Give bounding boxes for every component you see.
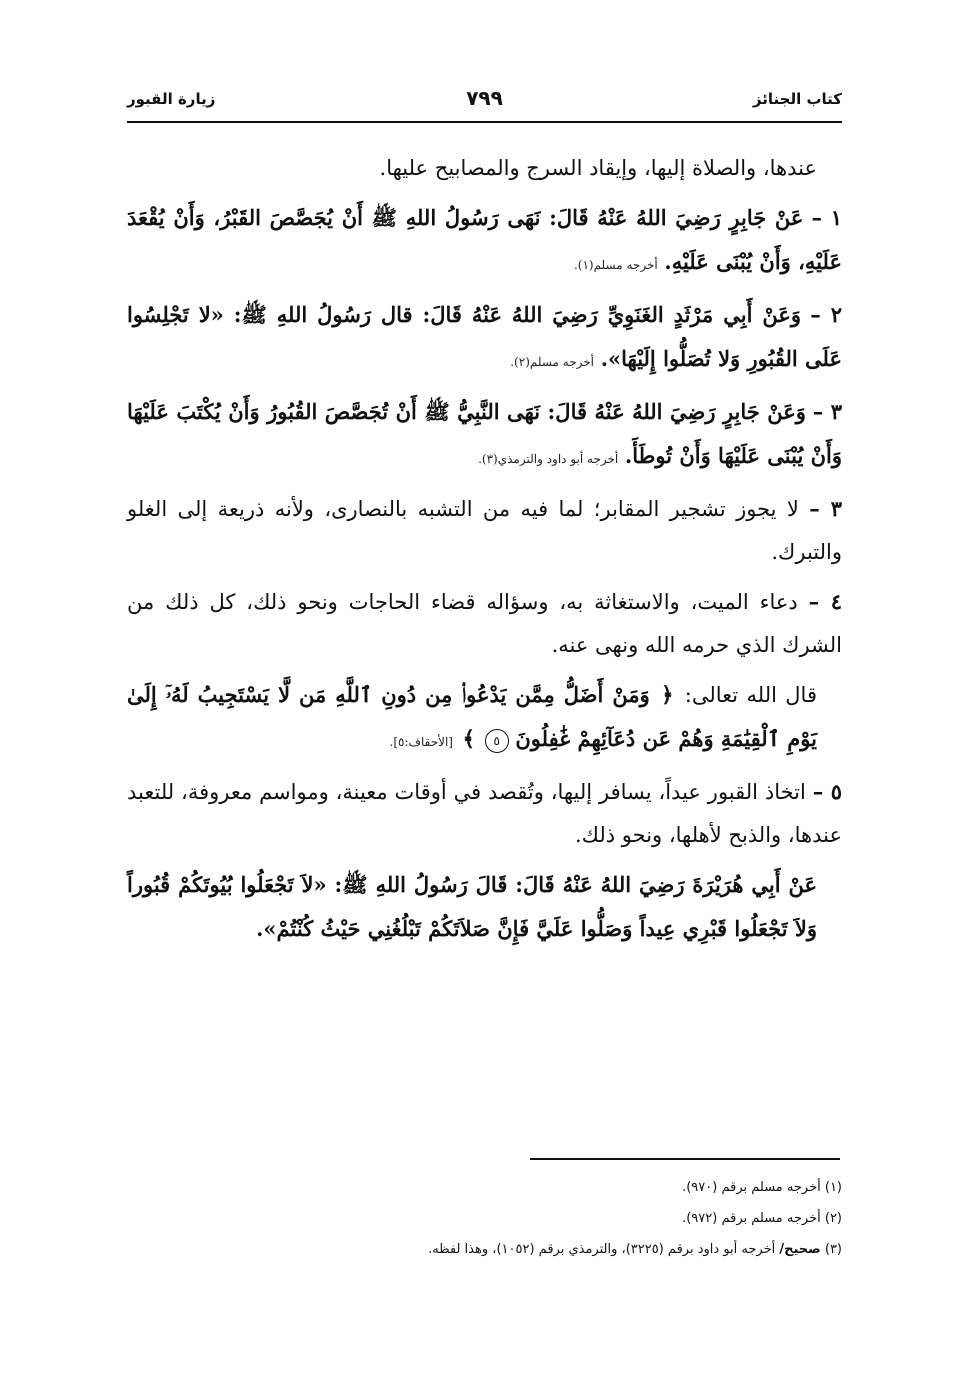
footnote-3-text: أخرجه أبو داود برقم (٣٢٢٥)، والترمذي برقم (١٠٥٢)، وهذا لفظه. (428, 1242, 776, 1257)
footnote-3-number: (٣) (824, 1242, 842, 1257)
hadith-1-source: أخرجه مسلم(١). (573, 258, 658, 272)
footnotes (127, 1177, 842, 1270)
hadith-3 (127, 390, 842, 481)
running-header (127, 86, 842, 118)
header-divider (127, 121, 842, 123)
verse-reference: [الأحقاف:٥]. (389, 735, 453, 749)
hadith-1-text: عَنْ جَابِرٍ رَضِيَ اللهُ عَنْهُ قَالَ: نَهَى رَسُولُ اللهِ ﷺ أَنْ يُجَصَّصَ القَبْرُ، وَأَنْ يُقْعَدَ عَلَيْهِ، وَأَنْ يُبْنَى عَلَيْهِ. (127, 205, 842, 274)
hadith-2-number: ٢ – (810, 302, 843, 327)
intro-line: عندها، والصلاة إليها، وإيقاد السرج والمصابيح عليها. (379, 156, 817, 180)
footnote-divider (530, 1158, 840, 1160)
verse-open-bracket: ﴿ (661, 682, 674, 707)
hadith-3-source: أخرجه أبو داود والترمذي(٣). (478, 452, 619, 466)
ayah-number-marker: ٥ (485, 729, 509, 753)
ruling-5-text: اتخاذ القبور عيداً، يسافر إليها، وتُقصد في أوقات معينة، ومواسم معروفة، للتعبد عندها، والذبح لأهلها، ونحو ذلك. (127, 780, 842, 847)
hadith-2 (127, 293, 842, 384)
hadith-2-text: وَعَنْ أَبِي مَرْثَدٍ الغَنَوِيِّ رَضِيَ اللهُ عَنْهُ قَالَ: قال رَسُولُ اللهِ ﷺ: «لا تَجْلِسُوا عَلَى القُبُورِ وَلا تُصَلُّوا إِلَيْهَا». (127, 302, 842, 371)
hadith-1 (127, 196, 842, 287)
footnote-2: (٢) أخرجه مسلم برقم (٩٧٢). (682, 1211, 842, 1226)
verse-text: وَمَنْ أَضَلُّ مِمَّن يَدْعُوا۟ مِن دُونِ ٱللَّهِ مَن لَّا يَسْتَجِيبُ لَهُۥٓ إِلَىٰ يَوْمِ ٱلْقِيَٰمَةِ وَهُمْ عَن دُعَآئِهِمْ غَٰفِلُونَ (127, 682, 817, 751)
section-title: زيارة القبور (127, 90, 216, 108)
hadith-3-number: ٣ – (812, 399, 842, 424)
ruling-4 (127, 580, 842, 667)
hadith-3-text: وَعَنْ جَابِرٍ رَضِيَ اللهُ عَنْهُ قَالَ: نَهَى النَّبِيُّ ﷺ أَنْ تُجَصَّصَ القُبُورُ وَأَنْ يُكْتَبَ عَلَيْهَا وَأَنْ يُبْنَى عَلَيْهَا وَأَنْ تُوطَأَ. (127, 399, 842, 468)
chapter-title: كتاب الجنائز (752, 90, 842, 108)
hadith-2-source: أخرجه مسلم(٢). (510, 355, 594, 369)
ruling-4-number: ٤ – (808, 589, 842, 614)
hadith-1-number: ١ – (811, 205, 842, 230)
verse-close-bracket: ﴾ (462, 726, 475, 751)
ruling-4-text: دعاء الميت، والاستغاثة به، وسؤاله قضاء الحاجات ونحو ذلك، كل ذلك من الشرك الذي حرمه الله ونهى عنه. (127, 590, 842, 657)
ruling-3 (127, 487, 842, 574)
ruling-5-number: ٥ – (812, 779, 842, 804)
ruling-5 (127, 770, 842, 857)
quran-quote (127, 673, 842, 764)
footnote-1: (١) أخرجه مسلم برقم (٩٧٠). (682, 1180, 842, 1195)
hadith-4 (127, 863, 842, 951)
hadith-4-text: عَنْ أَبِي هُرَيْرَةَ رَضِيَ اللهُ عَنْهُ قَالَ: قَالَ رَسُولُ اللهِ ﷺ: «لاَ تَجْعَلُوا بُيُوتَكُمْ قُبُوراً وَلاَ تَجْعَلُوا قَبْرِي عِيداً وَصَلُّوا عَلَيَّ فَإِنَّ صَلاَتَكُمْ تَبْلُغُنِي حَيْثُ كُنْتُمْ». (127, 872, 817, 941)
ruling-3-number: ٣ – (809, 496, 843, 521)
footnote-3-grade: صحيح/ (779, 1242, 821, 1257)
ruling-3-text: لا يجوز تشجير المقابر؛ لما فيه من التشبه بالنصارى، ولأنه ذريعة إلى الغلو والتبرك. (127, 497, 842, 564)
main-text (127, 147, 842, 957)
footnote-3 (127, 1239, 842, 1261)
quote-intro: قال الله تعالى: (684, 683, 817, 707)
page-number: ٧٩٩ (466, 86, 503, 110)
